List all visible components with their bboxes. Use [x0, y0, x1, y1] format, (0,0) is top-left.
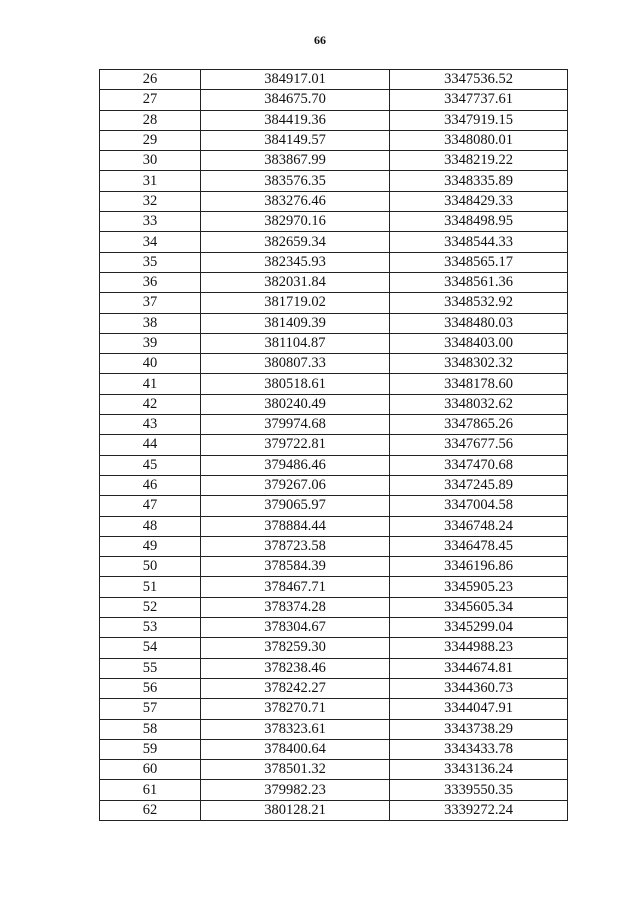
- table-row: [100, 232, 568, 252]
- y-coordinate-cell: 3348032.62: [390, 394, 568, 414]
- point-number-cell: 38: [100, 313, 201, 333]
- page-number: 66: [314, 33, 326, 47]
- coordinate-table-body: [100, 70, 568, 821]
- y-coordinate-cell: 3348429.33: [390, 191, 568, 211]
- x-coordinate-cell: 378584.39: [201, 557, 390, 577]
- point-number-cell: 28: [100, 110, 201, 130]
- y-coordinate-cell: 3347536.52: [390, 70, 568, 90]
- point-number-cell: 36: [100, 272, 201, 292]
- point-number-cell: 60: [100, 760, 201, 780]
- y-coordinate-cell: 3344988.23: [390, 638, 568, 658]
- point-number-cell: 57: [100, 699, 201, 719]
- y-coordinate-cell: 3347245.89: [390, 475, 568, 495]
- point-number-cell: 42: [100, 394, 201, 414]
- point-number-cell: 48: [100, 516, 201, 536]
- y-coordinate-cell: 3345299.04: [390, 618, 568, 638]
- x-coordinate-cell: 384149.57: [201, 130, 390, 150]
- point-number-cell: 31: [100, 171, 201, 191]
- table-row: [100, 272, 568, 292]
- table-row: [100, 354, 568, 374]
- table-row: [100, 455, 568, 475]
- y-coordinate-cell: 3348480.03: [390, 313, 568, 333]
- x-coordinate-cell: 380807.33: [201, 354, 390, 374]
- x-coordinate-cell: 379722.81: [201, 435, 390, 455]
- x-coordinate-cell: 379974.68: [201, 415, 390, 435]
- point-number-cell: 51: [100, 577, 201, 597]
- y-coordinate-cell: 3348561.36: [390, 272, 568, 292]
- table-row: [100, 171, 568, 191]
- y-coordinate-cell: 3345605.34: [390, 597, 568, 617]
- y-coordinate-cell: 3348302.32: [390, 354, 568, 374]
- point-number-cell: 41: [100, 374, 201, 394]
- y-coordinate-cell: 3346478.45: [390, 536, 568, 556]
- x-coordinate-cell: 380128.21: [201, 800, 390, 820]
- x-coordinate-cell: 381104.87: [201, 333, 390, 353]
- y-coordinate-cell: 3344047.91: [390, 699, 568, 719]
- x-coordinate-cell: 384675.70: [201, 90, 390, 110]
- y-coordinate-cell: 3348403.00: [390, 333, 568, 353]
- x-coordinate-cell: 381409.39: [201, 313, 390, 333]
- table-row: [100, 252, 568, 272]
- x-coordinate-cell: 380240.49: [201, 394, 390, 414]
- table-row: [100, 475, 568, 495]
- table-row: [100, 394, 568, 414]
- x-coordinate-cell: 381719.02: [201, 293, 390, 313]
- y-coordinate-cell: 3343738.29: [390, 719, 568, 739]
- x-coordinate-cell: 378323.61: [201, 719, 390, 739]
- point-number-cell: 27: [100, 90, 201, 110]
- table-row: [100, 212, 568, 232]
- table-row: [100, 536, 568, 556]
- y-coordinate-cell: 3345905.23: [390, 577, 568, 597]
- table-row: [100, 130, 568, 150]
- y-coordinate-cell: 3343136.24: [390, 760, 568, 780]
- x-coordinate-cell: 382031.84: [201, 272, 390, 292]
- point-number-cell: 50: [100, 557, 201, 577]
- point-number-cell: 62: [100, 800, 201, 820]
- table-row: [100, 597, 568, 617]
- x-coordinate-cell: 384917.01: [201, 70, 390, 90]
- x-coordinate-cell: 378467.71: [201, 577, 390, 597]
- table-row: [100, 780, 568, 800]
- y-coordinate-cell: 3348544.33: [390, 232, 568, 252]
- point-number-cell: 49: [100, 536, 201, 556]
- x-coordinate-cell: 382659.34: [201, 232, 390, 252]
- table-row: [100, 516, 568, 536]
- table-row: [100, 191, 568, 211]
- x-coordinate-cell: 378304.67: [201, 618, 390, 638]
- y-coordinate-cell: 3339272.24: [390, 800, 568, 820]
- point-number-cell: 61: [100, 780, 201, 800]
- x-coordinate-cell: 378400.64: [201, 739, 390, 759]
- table-row: [100, 658, 568, 678]
- x-coordinate-cell: 383867.99: [201, 151, 390, 171]
- point-number-cell: 29: [100, 130, 201, 150]
- table-row: [100, 800, 568, 820]
- table-row: [100, 699, 568, 719]
- point-number-cell: 34: [100, 232, 201, 252]
- point-number-cell: 30: [100, 151, 201, 171]
- point-number-cell: 35: [100, 252, 201, 272]
- table-row: [100, 293, 568, 313]
- point-number-cell: 52: [100, 597, 201, 617]
- y-coordinate-cell: 3344360.73: [390, 678, 568, 698]
- x-coordinate-cell: 379065.97: [201, 496, 390, 516]
- y-coordinate-cell: 3347919.15: [390, 110, 568, 130]
- point-number-cell: 44: [100, 435, 201, 455]
- table-row: [100, 415, 568, 435]
- x-coordinate-cell: 378501.32: [201, 760, 390, 780]
- table-row: [100, 90, 568, 110]
- y-coordinate-cell: 3344674.81: [390, 658, 568, 678]
- y-coordinate-cell: 3348335.89: [390, 171, 568, 191]
- y-coordinate-cell: 3346196.86: [390, 557, 568, 577]
- y-coordinate-cell: 3348178.60: [390, 374, 568, 394]
- y-coordinate-cell: 3339550.35: [390, 780, 568, 800]
- x-coordinate-cell: 379486.46: [201, 455, 390, 475]
- y-coordinate-cell: 3343433.78: [390, 739, 568, 759]
- point-number-cell: 45: [100, 455, 201, 475]
- x-coordinate-cell: 378884.44: [201, 516, 390, 536]
- point-number-cell: 40: [100, 354, 201, 374]
- y-coordinate-cell: 3348219.22: [390, 151, 568, 171]
- point-number-cell: 46: [100, 475, 201, 495]
- point-number-cell: 47: [100, 496, 201, 516]
- x-coordinate-cell: 379267.06: [201, 475, 390, 495]
- table-row: [100, 333, 568, 353]
- table-row: [100, 496, 568, 516]
- point-number-cell: 43: [100, 415, 201, 435]
- y-coordinate-cell: 3348498.95: [390, 212, 568, 232]
- x-coordinate-cell: 378723.58: [201, 536, 390, 556]
- table-row: [100, 435, 568, 455]
- x-coordinate-cell: 382345.93: [201, 252, 390, 272]
- x-coordinate-cell: 383576.35: [201, 171, 390, 191]
- y-coordinate-cell: 3347865.26: [390, 415, 568, 435]
- point-number-cell: 26: [100, 70, 201, 90]
- x-coordinate-cell: 378259.30: [201, 638, 390, 658]
- table-row: [100, 638, 568, 658]
- point-number-cell: 37: [100, 293, 201, 313]
- x-coordinate-cell: 378238.46: [201, 658, 390, 678]
- table-row: [100, 739, 568, 759]
- y-coordinate-cell: 3348532.92: [390, 293, 568, 313]
- point-number-cell: 58: [100, 719, 201, 739]
- x-coordinate-cell: 378242.27: [201, 678, 390, 698]
- table-row: [100, 618, 568, 638]
- point-number-cell: 53: [100, 618, 201, 638]
- point-number-cell: 55: [100, 658, 201, 678]
- table-row: [100, 313, 568, 333]
- point-number-cell: 32: [100, 191, 201, 211]
- point-number-cell: 39: [100, 333, 201, 353]
- table-row: [100, 577, 568, 597]
- table-row: [100, 110, 568, 130]
- point-number-cell: 33: [100, 212, 201, 232]
- y-coordinate-cell: 3347737.61: [390, 90, 568, 110]
- table-row: [100, 70, 568, 90]
- point-number-cell: 56: [100, 678, 201, 698]
- coordinate-table: [99, 69, 568, 821]
- y-coordinate-cell: 3346748.24: [390, 516, 568, 536]
- x-coordinate-cell: 380518.61: [201, 374, 390, 394]
- x-coordinate-cell: 378374.28: [201, 597, 390, 617]
- table-row: [100, 678, 568, 698]
- y-coordinate-cell: 3348080.01: [390, 130, 568, 150]
- y-coordinate-cell: 3347004.58: [390, 496, 568, 516]
- x-coordinate-cell: 383276.46: [201, 191, 390, 211]
- table-row: [100, 374, 568, 394]
- x-coordinate-cell: 379982.23: [201, 780, 390, 800]
- x-coordinate-cell: 382970.16: [201, 212, 390, 232]
- table-row: [100, 719, 568, 739]
- x-coordinate-cell: 378270.71: [201, 699, 390, 719]
- y-coordinate-cell: 3348565.17: [390, 252, 568, 272]
- point-number-cell: 59: [100, 739, 201, 759]
- y-coordinate-cell: 3347470.68: [390, 455, 568, 475]
- table-row: [100, 760, 568, 780]
- table-row: [100, 151, 568, 171]
- x-coordinate-cell: 384419.36: [201, 110, 390, 130]
- y-coordinate-cell: 3347677.56: [390, 435, 568, 455]
- table-row: [100, 557, 568, 577]
- point-number-cell: 54: [100, 638, 201, 658]
